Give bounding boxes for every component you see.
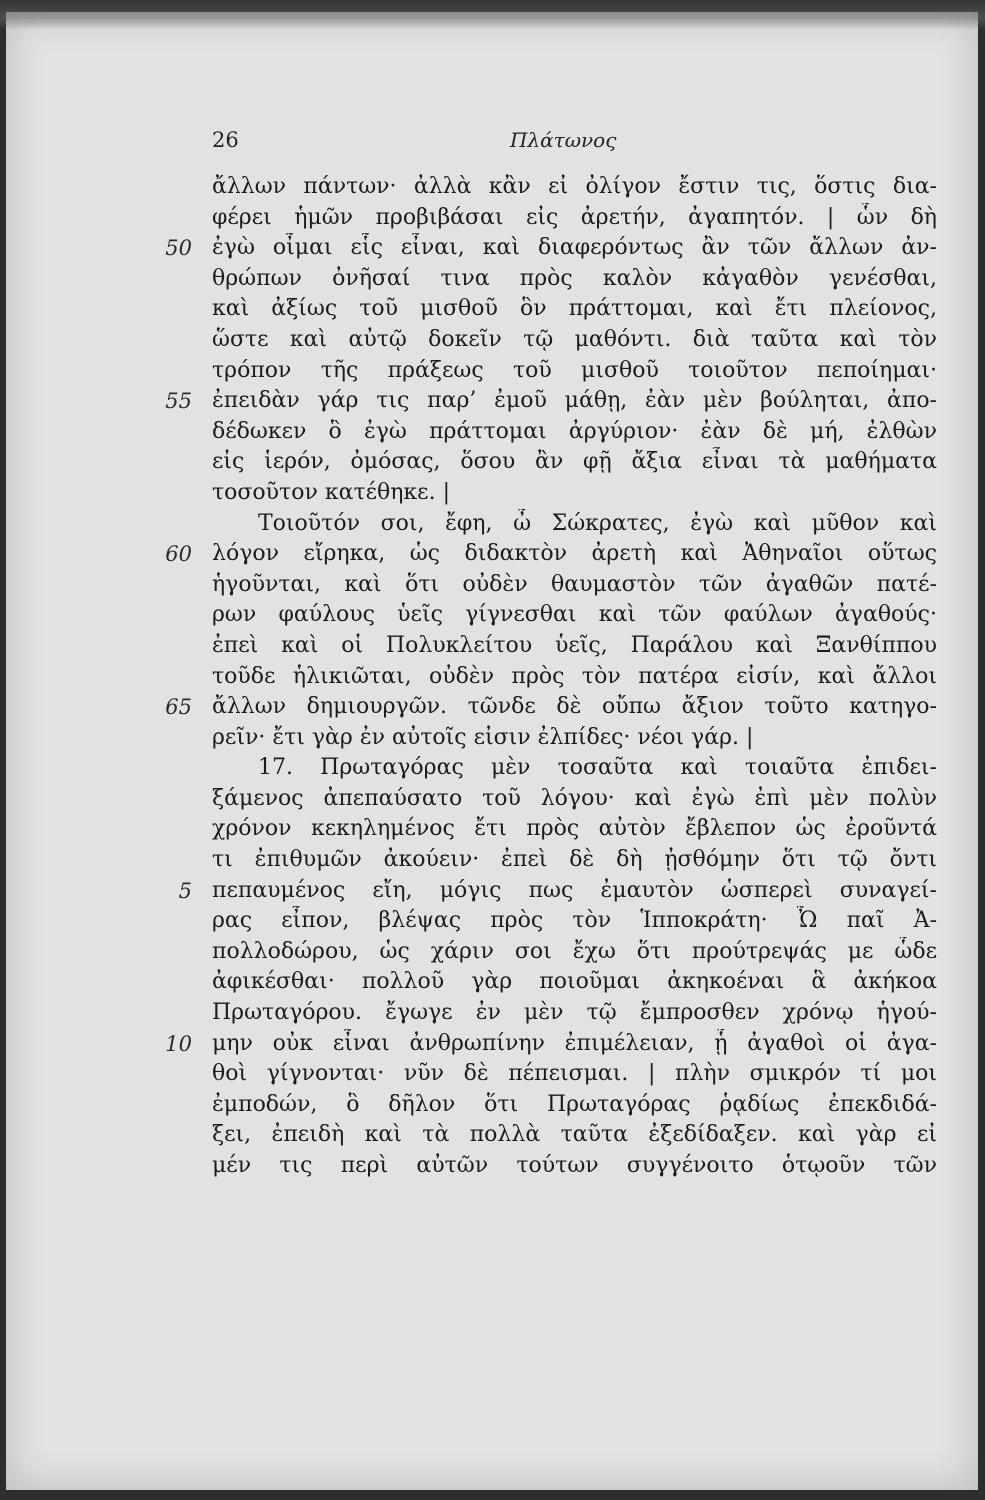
text-line	[0, 845, 985, 876]
text-line	[0, 386, 985, 417]
text-line	[0, 233, 985, 264]
line-text: τοσοῦτον κατέθηκε. |	[212, 479, 450, 505]
line-text: μέν τις περὶ αὐτῶν τούτων συγγένοιτο ὁτῳοῦν τῶν	[212, 1153, 937, 1178]
line-text: ρων φαύλους ὑεῖς γίγνεσθαι καὶ τῶν φαύλων ἀγαθούς·	[212, 602, 937, 628]
line-text: ξει, ἐπειδὴ καὶ τὰ πολλὰ ταῦτα ἐξεδίδαξεν. καὶ γὰρ εἰ	[212, 1122, 937, 1148]
text-line	[0, 906, 985, 937]
line-text: ξάμενος ἀπεπαύσατο τοῦ λόγου· καὶ ἐγὼ ἐπὶ μὲν πολὺν	[212, 785, 937, 811]
line-text: ἀφικέσθαι· πολλοῦ γὰρ ποιοῦμαι ἀκηκοέναι ἃ ἀκήκοα	[212, 969, 937, 995]
text-line	[0, 814, 985, 845]
line-text: ἐπεὶ καὶ οἱ Πολυκλείτου ὑεῖς, Παράλου καὶ Ξανθίππου	[212, 632, 937, 658]
text-line	[0, 447, 985, 478]
text-line	[0, 509, 985, 540]
text-line	[0, 998, 985, 1029]
line-text: ὥστε καὶ αὐτῷ δοκεῖν τῷ μαθόντι. διὰ ταῦτα καὶ τὸν	[212, 326, 937, 352]
text-line	[0, 417, 985, 448]
text-line	[0, 876, 985, 907]
line-text: θοὶ γίγνονται· νῦν δὲ πέπεισμαι. | πλὴν σμικρόν τί μοι	[212, 1061, 937, 1087]
text-line	[0, 356, 985, 387]
line-number: 55	[165, 389, 192, 414]
line-text: ἐμποδών, ὃ δῆλον ὅτι Πρωταγόρας ῥᾳδίως ἐπεκδιδά-	[212, 1091, 937, 1117]
line-text: τοῦδε ἡλικιῶται, οὐδὲν πρὸς τὸν πατέρα εἰσίν, καὶ ἄλλοι	[212, 663, 937, 689]
text-line	[0, 294, 985, 325]
text-line	[0, 570, 985, 601]
text-line	[0, 692, 985, 723]
line-text: τι ἐπιθυμῶν ἀκούειν· ἐπεὶ δὲ δὴ ᾐσθόμην ὅτι τῷ ὄντι	[212, 847, 937, 873]
line-number: 10	[165, 1031, 192, 1056]
text-line	[0, 753, 985, 784]
running-title: Πλάτωνος	[510, 128, 617, 152]
line-number: 60	[165, 542, 192, 567]
line-number: 50	[165, 236, 192, 261]
line-text: θρώπων ὀνῆσαί τινα πρὸς καλὸν κἀγαθὸν γενέσθαι,	[212, 265, 937, 291]
text-line	[0, 723, 985, 754]
text-line	[0, 1151, 985, 1182]
text-line	[0, 1059, 985, 1090]
line-text: πολλοδώρου, ὡς χάριν σοι ἔχω ὅτι προύτρεψάς με ὧδε	[212, 938, 937, 964]
line-text: ἐπειδὰν γάρ τις παρ’ ἐμοῦ μάθῃ, ἐὰν μὲν βούληται, ἀπο-	[212, 388, 937, 414]
text-line	[0, 662, 985, 693]
line-text: εἰς ἱερόν, ὀμόσας, ὅσου ἂν φῇ ἄξια εἶναι τὰ μαθήματα	[212, 449, 937, 475]
text-line	[0, 1090, 985, 1121]
line-number: 5	[178, 878, 192, 903]
text-line	[0, 325, 985, 356]
line-text: καὶ ἀξίως τοῦ μισθοῦ ὃν πράττομαι, καὶ ἔτι πλείονος,	[212, 296, 937, 322]
line-text: λόγον εἴρηκα, ὡς διδακτὸν ἀρετὴ καὶ Ἀθηναῖοι οὕτως	[212, 541, 937, 567]
text-block	[0, 172, 985, 1182]
line-text: χρόνον κεκηλημένος ἔτι πρὸς αὐτὸν ἔβλεπον ὡς ἐροῦντά	[212, 816, 937, 842]
line-number: 65	[165, 695, 192, 720]
line-text: ἄλλων πάντων· ἀλλὰ κἂν εἰ ὀλίγον ἔστιν τις, ὅστις δια-	[212, 174, 937, 199]
line-text: δέδωκεν ὃ ἐγὼ πράττομαι ἀργύριον· ἐὰν δὲ μή, ἐλθὼν	[212, 418, 937, 444]
text-line	[0, 967, 985, 998]
line-text: Πρωταγόρου. ἔγωγε ἐν μὲν τῷ ἔμπροσθεν χρόνῳ ἡγού-	[212, 1000, 937, 1026]
page-number: 26	[212, 128, 239, 152]
text-line	[0, 203, 985, 234]
text-line	[0, 264, 985, 295]
line-text: τρόπον τῆς πράξεως τοῦ μισθοῦ τοιοῦτον πεποίημαι·	[212, 357, 937, 383]
line-text: φέρει ἡμῶν προβιβάσαι εἰς ἀρετήν, ἀγαπητόν. | ὧν δὴ	[212, 204, 937, 230]
line-text: ρας εἶπον, βλέψας πρὸς τὸν Ἱπποκράτη· Ὦ παῖ Ἀ-	[212, 908, 937, 934]
text-line	[0, 539, 985, 570]
line-text: ἡγοῦνται, καὶ ὅτι οὐδὲν θαυμαστὸν τῶν ἀγαθῶν πατέ-	[212, 571, 937, 597]
text-line	[0, 937, 985, 968]
text-line	[0, 1029, 985, 1060]
text-line	[0, 1120, 985, 1151]
line-text: ἐγὼ οἶμαι εἷς εἶναι, καὶ διαφερόντως ἂν τῶν ἄλλων ἀν-	[212, 235, 937, 261]
line-text: μην οὐκ εἶναι ἀνθρωπίνην ἐπιμέλειαν, ᾗ ἀγαθοὶ οἱ ἀγα-	[212, 1030, 937, 1056]
line-text: Τοιοῦτόν σοι, ἔφη, ὦ Σώκρατες, ἐγὼ καὶ μῦθον καὶ	[258, 510, 937, 536]
text-line	[0, 172, 985, 203]
text-line	[0, 784, 985, 815]
line-text: ρεῖν· ἔτι γὰρ ἐν αὐτοῖς εἰσιν ἐλπίδες· νέοι γάρ. |	[212, 724, 754, 750]
page-top-edge	[0, 0, 985, 30]
line-text: ἄλλων δημιουργῶν. τῶνδε δὲ οὔπω ἄξιον τοῦτο κατηγο-	[212, 694, 937, 720]
line-text: 17. Πρωταγόρας μὲν τοσαῦτα καὶ τοιαῦτα ἐπιδει-	[258, 755, 937, 781]
line-text: πεπαυμένος εἴη, μόγις πως ἐμαυτὸν ὡσπερεὶ συναγεί-	[212, 877, 937, 903]
text-line	[0, 631, 985, 662]
text-line	[0, 600, 985, 631]
page-header	[0, 128, 985, 160]
text-line	[0, 478, 985, 509]
